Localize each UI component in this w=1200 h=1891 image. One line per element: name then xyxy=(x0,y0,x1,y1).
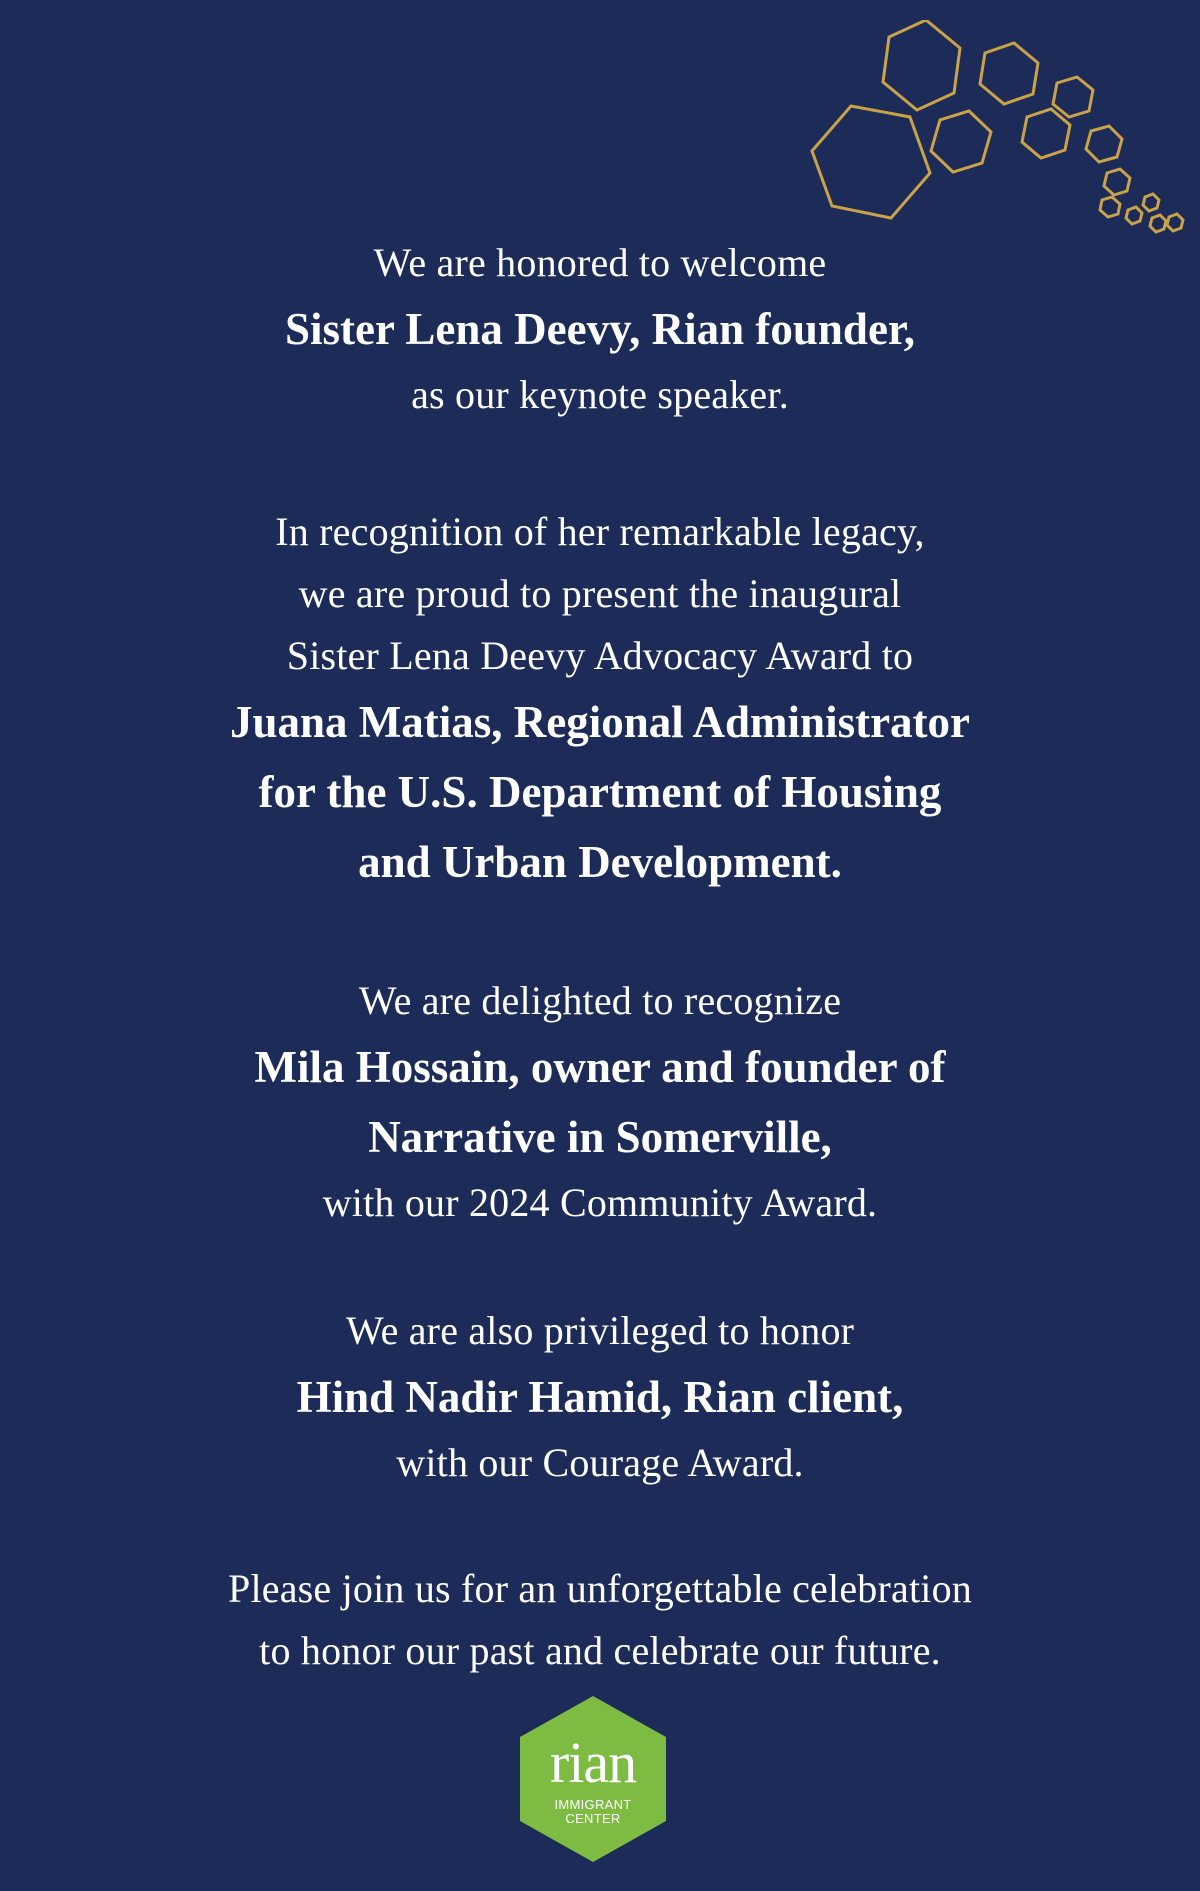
community-honoree-line-2: Narrative in Somerville, xyxy=(368,1112,832,1162)
rian-logo xyxy=(520,1696,666,1862)
community-intro: We are delighted to recognize xyxy=(358,978,842,1023)
courage-award-section xyxy=(0,1300,1200,1494)
hexagon-small-2 xyxy=(1086,126,1122,162)
hexagon-medium-3 xyxy=(980,43,1038,104)
keynote-section xyxy=(0,232,1200,426)
hexagon-tiny-3 xyxy=(1143,194,1159,211)
keynote-speaker-name: Sister Lena Deevy, Rian founder, xyxy=(284,304,916,354)
hexagon-tiny-2 xyxy=(1126,207,1142,224)
community-award: with our 2024 Community Award. xyxy=(322,1180,878,1225)
hexagon-small-1 xyxy=(1053,77,1093,117)
logo-subtitle-line-1: IMMIGRANT xyxy=(554,1797,632,1812)
hexagon-tiny-1 xyxy=(1100,197,1120,217)
logo-subtitle-line-2: CENTER xyxy=(565,1811,621,1826)
hexagon-medium-4 xyxy=(1022,109,1070,158)
advocacy-award-section xyxy=(0,501,1200,897)
closing-line-2: to honor our past and celebrate our future. xyxy=(259,1628,941,1673)
community-honoree-line-1: Mila Hossain, owner and founder of xyxy=(254,1042,946,1092)
hexagon-medium-2 xyxy=(931,111,991,172)
advocacy-honoree-line-3: and Urban Development. xyxy=(358,837,842,887)
closing-section xyxy=(0,1558,1200,1682)
advocacy-line-2: we are proud to present the inaugural xyxy=(298,571,902,616)
advocacy-honoree-line-2: for the U.S. Department of Housing xyxy=(258,767,942,817)
advocacy-line-3: Sister Lena Deevy Advocacy Award to xyxy=(286,633,914,678)
keynote-role: as our keynote speaker. xyxy=(411,372,789,417)
advocacy-line-1: In recognition of her remarkable legacy, xyxy=(275,509,925,554)
decorative-hexagon-cluster xyxy=(780,20,1200,250)
hexagon-medium-1 xyxy=(883,20,960,110)
advocacy-honoree-line-1: Juana Matias, Regional Administrator xyxy=(229,697,971,747)
community-award-section xyxy=(0,970,1200,1234)
keynote-intro: We are honored to welcome xyxy=(373,240,827,285)
closing-line-1: Please join us for an unforgettable celebration xyxy=(228,1566,972,1611)
courage-intro: We are also privileged to honor xyxy=(345,1308,855,1353)
hexagon-tiny-5 xyxy=(1167,214,1183,231)
logo-wordmark: rian xyxy=(549,1730,637,1795)
courage-award: with our Courage Award. xyxy=(396,1440,804,1485)
hexagon-large xyxy=(812,106,930,218)
hexagon-small-3 xyxy=(1104,169,1130,195)
hexagon-tiny-4 xyxy=(1150,215,1166,232)
courage-honoree: Hind Nadir Hamid, Rian client, xyxy=(296,1372,904,1422)
